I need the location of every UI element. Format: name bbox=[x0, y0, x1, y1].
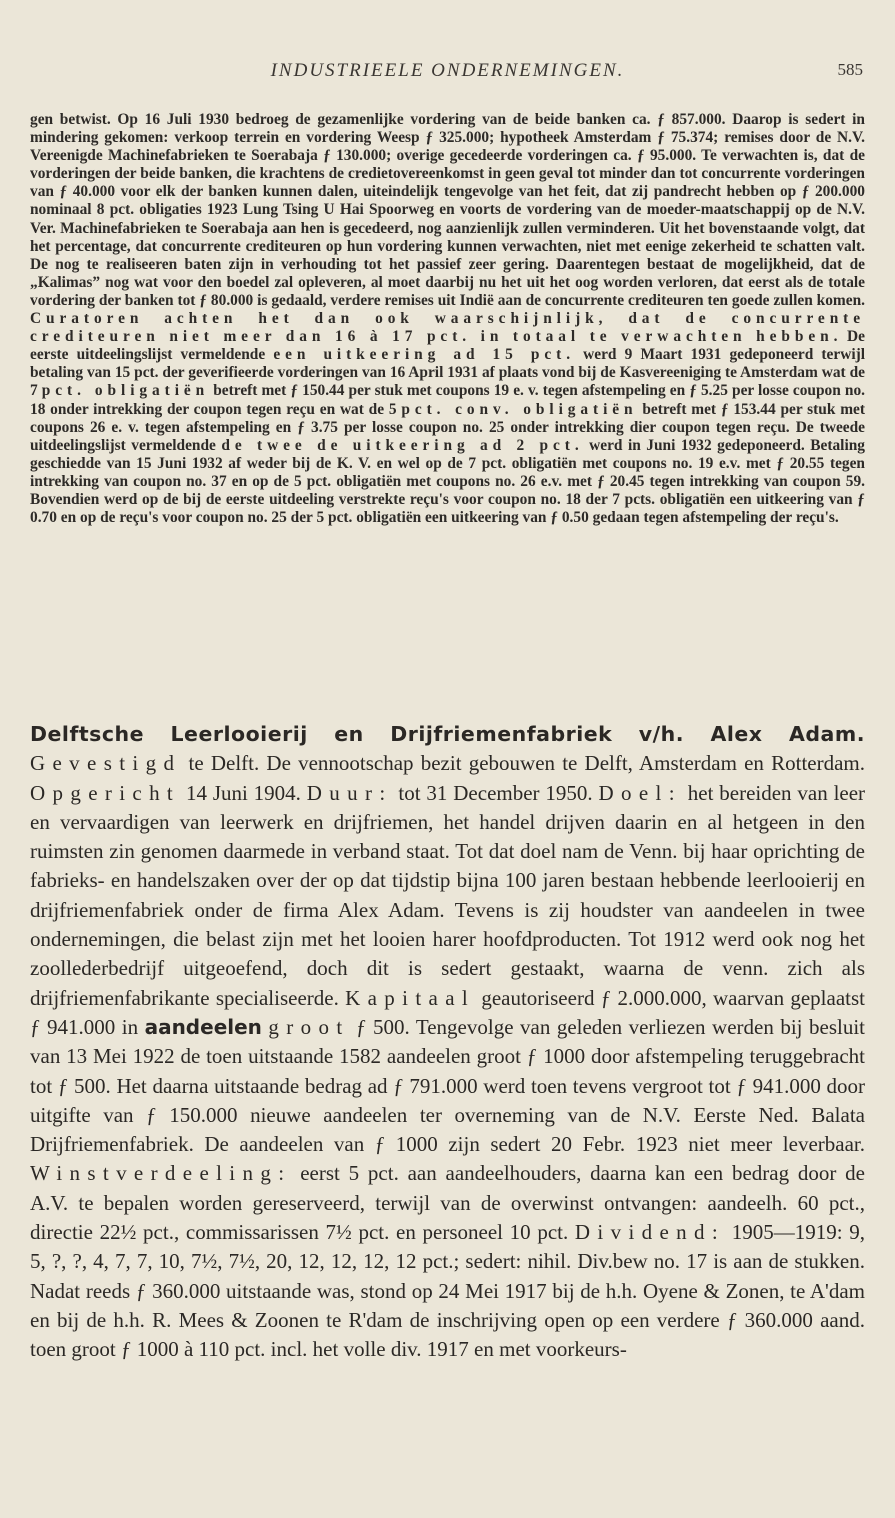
text-run: betreft met ƒ 150.44 per stuk met coupons 19 e. v. tegen afstempeling en ƒ 5.25 per losse coupon no. 18 onder intrekking der coupon tegen reçu en wat de 5 bbox=[30, 382, 865, 418]
keyword: Kapitaal bbox=[345, 985, 476, 1010]
text-run: betreft met ƒ 153.44 per stuk met coupons 26 e. v. tegen afstempeling en ƒ 3.75 per losse coupon no. 25 onder intrekking dier coupon tegen reçu. De tweede uitdeelingslijst vermeldende bbox=[30, 400, 865, 454]
text-run: tot 31 December 1950. bbox=[398, 780, 593, 805]
text-run: De eerste uitdeelingslijst vermeldende bbox=[30, 328, 865, 364]
company-entry bbox=[30, 720, 865, 1365]
bankruptcy-paragraph bbox=[30, 111, 865, 527]
text-run: het bereiden van leer en vervaardigen van leerwerk en drijfriemen, het handel drijven daarin en al hetgeen in den ruimsten zin genomen daarmede in verband staat. Tot dat doel nam de Venn. bij haar oprichting de fabrieks- en handelszaken over der op dat tijdstip bijna 100 jaren bestaan hebbende leerlooierij en drijfriemenfabriek onder de firma Alex Adam. Tevens is zij houdster van aandeelen in twee ondernemingen, die belast zijn met het looien harer hoofdproducten. Tot 1912 werd ook nog het zoollederbedrijf uitgeoefend, doch dit is sedert gestaakt, waarna de venn. zich als drijfriemenfabrikante specialiseerde. bbox=[30, 780, 866, 1010]
keyword-bold: aandeelen bbox=[144, 1014, 262, 1039]
text-run: ƒ 500. Tengevolge van geleden verliezen werden bij besluit van 13 Mei 1922 de toen uitstaande 1582 aandeelen groot ƒ 1000 door afstempeling teruggebracht tot ƒ 500. Het daarna uitstaande bedrag ad ƒ 791.000 werd toen tevens vergroot tot ƒ 941.000 door uitgifte van ƒ 150.000 nieuwe aandeelen ter overneming van de N.V. Eerste Ned. Balata Drijfriemenfabriek. De aandeelen van ƒ 1000 zijn sedert 20 Febr. 1923 niet meer leverbaar. bbox=[30, 1014, 866, 1157]
spaced-text: pct. conv. obligatiën bbox=[401, 400, 638, 418]
text-run: eerst 5 pct. aan aandeelhouders, daarna kan een bedrag door de A.V. te bepalen worden gereserveerd, terwijl van de overwinst ontvangen: aandeelh. 60 pct., directie 22½ pct., commissarissen 7½ pct. en personeel 10 pct. bbox=[30, 1161, 865, 1245]
page-number: 585 bbox=[837, 60, 863, 79]
bankruptcy-text-block bbox=[30, 111, 865, 527]
company-paragraph bbox=[30, 720, 865, 1365]
keyword: Dividend: bbox=[574, 1220, 726, 1245]
text-run: 14 Juni 1904. bbox=[185, 780, 301, 805]
keyword: Doel: bbox=[598, 780, 682, 805]
keyword: groot bbox=[268, 1014, 350, 1039]
text-run: geautoriseerd ƒ 2.000.000, waarvan geplaatst ƒ 941.000 in bbox=[30, 985, 866, 1039]
text-run: 1905—1919: 9, 5, ?, ?, 4, 7, 7, 10, 7½, 7½, 20, 12, 12, 12, 12 pct.; sedert: nihil. Div.bew no. 17 is aan de stukken. Nadat reeds ƒ 360.000 uitstaande was, stond op 24 Mei 1917 bij de h.h. Oyene & Zonen, te A'dam en bij de h.h. R. Mees & Zoonen te R'dam de inschrijving open op een verdere ƒ 360.000 aand. toen groot ƒ 1000 à 110 pct. incl. het volle div. 1917 en met voorkeurs- bbox=[30, 1220, 865, 1362]
keyword: Opgericht bbox=[30, 780, 181, 805]
keyword: Winstverdeeling: bbox=[30, 1161, 292, 1186]
running-title: INDUSTRIEELE ONDERNEMINGEN. bbox=[270, 60, 625, 81]
text-run: werd in Juni 1932 gedeponeerd. Betaling geschiedde van 15 Juni 1932 af weder bij de K. V. en wel op de 7 pct. obligatiën met coupons no. 19 e.v. met ƒ 20.55 tegen intrekking van coupon no. 37 en op de 5 pct. obligatiën met coupons no. 26 e.v. met ƒ 20.45 tegen intrekking van coupon 59. Bovendien werd op de bij de eerste uitdeeling verstrekte reçu's voor coupon no. 18 der 7 pcts. obligatiën een uitkeering van ƒ 0.70 en op de reçu's voor coupon no. 25 der 5 pct. obligatiën een uitkeering van ƒ 0.50 gedaan tegen afstempeling der reçu's. bbox=[30, 436, 865, 527]
text-run: gen betwist. Op 16 Juli 1930 bedroeg de gezamenlijke vordering van de beide banken ca. ƒ 857.000. Daarop is sedert in mindering gekomen: verkoop terrein en vordering Weesp ƒ 325.000; hypotheek Amsterdam ƒ 75.374; remises door de N.V. Vereenigde Machinefabrieken te Soerabaja ƒ 130.000; overige gecedeerde vorderingen ca. ƒ 95.000. Te verwachten is, dat de vorderingen der beide banken, die krachtens de credietovereenkomst in geen geval tot minder dan tot concurrente vorderingen van ƒ 40.000 voor elk der banken kunnen dalen, uiteindelijk tengevolge van het feit, dat zij pandrecht hebben op ƒ 200.000 nominaal 8 pct. obligaties 1923 Lung Tsing U Hai Spoorweg en voorts de vordering van de moeder-maatschappij op de N.V. Ver. Machinefabrieken te Soerabaja aan hen is gecedeerd, nog aanzienlijk zullen verminderen. Uit het bovenstaande volgt, dat het percentage, dat concurrente crediteuren op hun vordering kunnen verwachten, niet met eenige zekerheid te schatten valt. De nog te realiseeren baten zijn in verhouding tot het passief zeer gering. Daarentegen bestaat de mogelijkheid, dat de „Kalimas” nog wat voor den boedel zal opleveren, al moet daarbij nu het uit het oog worden verloren, dat eerst als de totale vordering der banken tot ƒ 80.000 is gedaald, verdere remises uit Indië aan de concurrente crediteuren ten goede zullen komen. bbox=[30, 111, 865, 309]
spaced-text: een uitkeering ad 15 pct. bbox=[273, 346, 575, 364]
spaced-text: Curatoren achten het dan ook waarschijnlijk, dat de concurrente crediteuren niet meer dan 16 à 17 pct. in totaal te verwachten hebben. bbox=[30, 310, 865, 346]
keyword: Duur: bbox=[306, 780, 393, 805]
spaced-text: pct. obligatiën bbox=[41, 382, 210, 400]
text-run: werd 9 Maart 1931 gedeponeerd terwijl betaling van 15 pct. der geverifieerde vorderingen van 16 April 1931 af plaats vond bij de Kasvereeniging te Amsterdam wat de 7 bbox=[30, 346, 865, 400]
running-head bbox=[0, 60, 895, 90]
company-name: Delftsche Leerlooierij en Drijfriemenfabriek v/h. Alex Adam. bbox=[30, 722, 865, 746]
text-run: te Delft. De vennootschap bezit gebouwen te Delft, Amsterdam en Rotterdam. bbox=[188, 751, 866, 776]
spaced-text: de twee de uitkeering ad 2 pct. bbox=[221, 436, 584, 454]
keyword: Gevestigd bbox=[30, 751, 182, 776]
